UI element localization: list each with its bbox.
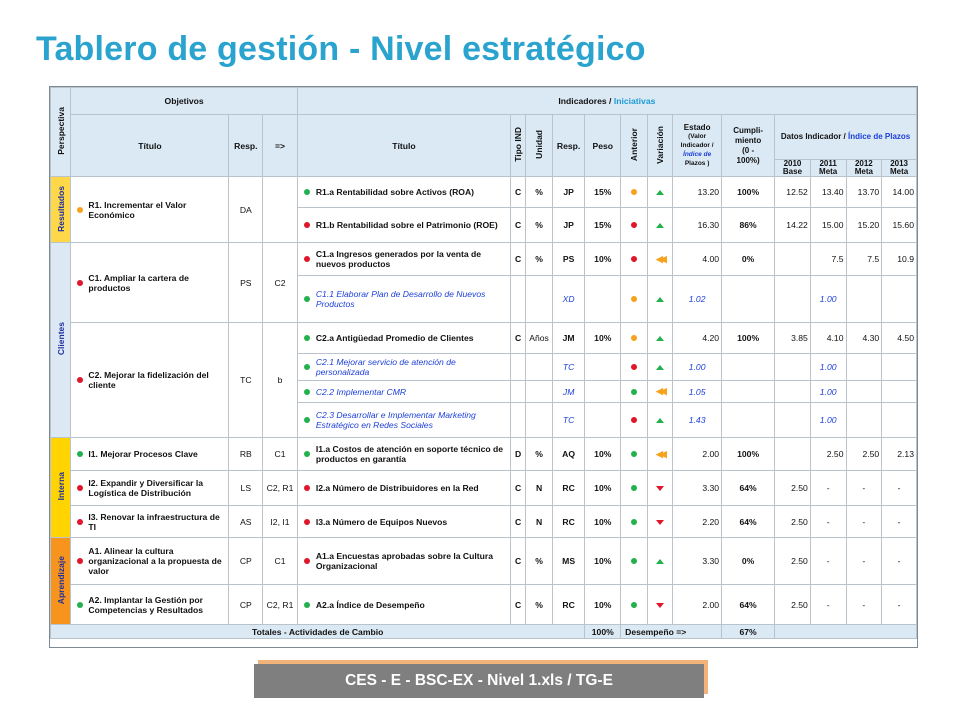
header-titulo: Título bbox=[71, 115, 229, 177]
table-row: C1.1 Elaborar Plan de Desarrollo de Nuevos Productos XD 1.02 1.00 bbox=[51, 276, 917, 323]
table-row: C2.2 Implementar CMR JM ◀◀ 1.05 1.00 bbox=[51, 381, 917, 403]
desempeno-label: Desempeño => bbox=[621, 625, 722, 639]
previous-status-icon bbox=[631, 256, 637, 262]
table-row: C2.3 Desarrollar e Implementar Marketing Estratégico en Redes Sociales TC 1.43 1.00 bbox=[51, 403, 917, 438]
table-row: I2. Expandir y Diversificar la Logística de Distribución LS C2, R1 I2.a Número de Distribuidores en la Red C N RC 10% 3.30 64% 2.50 - - - bbox=[51, 471, 917, 506]
header-estado: Estado (Valor Indicador / Índice de Plazos ) bbox=[673, 115, 722, 177]
header-titulo-indicador: Título bbox=[297, 115, 510, 177]
trend-up-icon bbox=[656, 297, 664, 302]
header-meta-2013: 2013 Meta bbox=[882, 160, 917, 177]
header-arrow: => bbox=[263, 115, 298, 177]
table-row: I3. Renovar la infraestructura de TI AS I2, I1 I3.a Número de Equipos Nuevos C N RC 10% 2.20 64% 2.50 - - - bbox=[51, 506, 917, 538]
previous-status-icon bbox=[631, 222, 637, 228]
trend-down-icon bbox=[656, 486, 664, 491]
status-dot-icon bbox=[304, 602, 310, 608]
header-base: 2010 Base bbox=[775, 160, 811, 177]
status-dot-icon bbox=[304, 389, 310, 395]
status-dot-icon bbox=[304, 485, 310, 491]
status-dot-icon bbox=[304, 335, 310, 341]
trend-up-icon bbox=[656, 223, 664, 228]
header-resp-indicador: Resp. bbox=[552, 115, 585, 177]
header-indicadores: Indicadores / Iniciativas bbox=[297, 88, 916, 115]
indicator-r1b: R1.b Rentabilidad sobre el Patrimonio (ROE) bbox=[297, 208, 510, 243]
perspective-interna: Interna bbox=[51, 438, 71, 538]
status-dot-icon bbox=[304, 189, 310, 195]
perspective-aprendizaje: Aprendizaje bbox=[51, 538, 71, 625]
trend-up-icon bbox=[656, 559, 664, 564]
status-dot-icon bbox=[77, 280, 83, 286]
trend-up-icon bbox=[656, 336, 664, 341]
table-row: C2. Mejorar la fidelización del cliente TC b C2.a Antigüedad Promedio de Clientes C Años JM 10% 4.20 100% 3.85 4.10 4.30 4.50 bbox=[51, 323, 917, 354]
status-dot-icon bbox=[304, 417, 310, 423]
indicator-i3a: I3.a Número de Equipos Nuevos bbox=[297, 506, 510, 538]
status-dot-icon bbox=[304, 222, 310, 228]
totals-row bbox=[51, 625, 917, 639]
scorecard-sheet bbox=[49, 86, 918, 648]
table-row: A2. Implantar la Gestión por Competencias y Resultados CP C2, R1 A2.a Índice de Desempeño C % RC 10% 2.00 64% 2.50 - - - bbox=[51, 585, 917, 625]
status-dot-icon bbox=[304, 364, 310, 370]
status-dot-icon bbox=[77, 602, 83, 608]
file-footer-label: CES - E - BSC-EX - Nivel 1.xls / TG-E bbox=[345, 672, 613, 689]
header-meta-2011: 2011 Meta bbox=[810, 160, 846, 177]
previous-status-icon bbox=[631, 485, 637, 491]
status-dot-icon bbox=[77, 558, 83, 564]
objective-resp: DA bbox=[229, 177, 263, 243]
objective-c1: C1. Ampliar la cartera de productos bbox=[71, 243, 229, 323]
status-dot-icon bbox=[77, 377, 83, 383]
previous-status-icon bbox=[631, 417, 637, 423]
scorecard-table bbox=[50, 87, 917, 639]
previous-status-icon bbox=[631, 189, 637, 195]
header-peso: Peso bbox=[585, 115, 621, 177]
previous-status-icon bbox=[631, 389, 637, 395]
previous-status-icon bbox=[631, 602, 637, 608]
page-title: Tablero de gestión - Nivel estratégico bbox=[36, 30, 646, 68]
status-dot-icon bbox=[304, 256, 310, 262]
initiative-c22: C2.2 Implementar CMR bbox=[297, 381, 510, 403]
status-dot-icon bbox=[77, 519, 83, 525]
trend-left-icon: ◀◀ bbox=[655, 386, 664, 396]
objective-i3: I3. Renovar la infraestructura de TI bbox=[71, 506, 229, 538]
table-row: R1.b Rentabilidad sobre el Patrimonio (ROE) C % JP 15% 16.30 86% 14.22 15.00 15.20 15.60 bbox=[51, 208, 917, 243]
previous-status-icon bbox=[631, 296, 637, 302]
desempeno-value: 67% bbox=[722, 625, 775, 639]
previous-status-icon bbox=[631, 451, 637, 457]
table-row: Aprendizaje A1. Alinear la cultura organizacional a la propuesta de valor CP C1 A1.a Encuestas aprobadas sobre la Cultura Organizacional C % MS 10% 3.30 0% 2.50 - - - bbox=[51, 538, 917, 585]
objective-c2: C2. Mejorar la fidelización del cliente bbox=[71, 323, 229, 438]
trend-left-icon: ◀◀ bbox=[655, 448, 664, 459]
header-tipo: Tipo IND bbox=[511, 115, 526, 177]
trend-up-icon bbox=[656, 418, 664, 423]
table-row: C2.1 Mejorar servicio de atención de personalizada TC 1.00 1.00 bbox=[51, 354, 917, 381]
totals-peso: 100% bbox=[585, 625, 621, 639]
indicator-i1a: I1.a Costos de atención en soporte técnico de productos en garantía bbox=[297, 438, 510, 471]
initiative-c11: C1.1 Elaborar Plan de Desarrollo de Nuevos Productos bbox=[297, 276, 510, 323]
objective-a2: A2. Implantar la Gestión por Competencias y Resultados bbox=[71, 585, 229, 625]
perspective-resultados: Resultados bbox=[51, 177, 71, 243]
header-resp: Resp. bbox=[229, 115, 263, 177]
initiative-c21: C2.1 Mejorar servicio de atención de personalizada bbox=[297, 354, 510, 381]
initiative-c23: C2.3 Desarrollar e Implementar Marketing Estratégico en Redes Sociales bbox=[297, 403, 510, 438]
header-meta-2012: 2012 Meta bbox=[846, 160, 882, 177]
previous-status-icon bbox=[631, 558, 637, 564]
header-variacion: Variación bbox=[647, 115, 673, 177]
trend-down-icon bbox=[656, 603, 664, 608]
status-dot-icon bbox=[77, 485, 83, 491]
trend-up-icon bbox=[656, 190, 664, 195]
table-row: Clientes C1. Ampliar la cartera de productos PS C2 C1.a Ingresos generados por la venta de nuevos productos C % PS 10% ◀◀ 4.00 0% 7.5 7.5 10.9 bbox=[51, 243, 917, 276]
objective-i2: I2. Expandir y Diversificar la Logística de Distribución bbox=[71, 471, 229, 506]
previous-status-icon bbox=[631, 519, 637, 525]
trend-down-icon bbox=[656, 520, 664, 525]
header-objetivos: Objetivos bbox=[71, 88, 297, 115]
objective-i1: I1. Mejorar Procesos Clave bbox=[71, 438, 229, 471]
perspective-clientes: Clientes bbox=[51, 243, 71, 438]
header-datos-indicador: Datos Indicador / Índice de Plazos bbox=[775, 115, 917, 160]
indicator-a1a: A1.a Encuestas aprobadas sobre la Cultura Organizacional bbox=[297, 538, 510, 585]
table-row: Interna I1. Mejorar Procesos Clave RB C1 I1.a Costos de atención en soporte técnico de productos en garantía D % AQ 10% ◀◀ 2.00 100% 2.50 2.50 2.13 bbox=[51, 438, 917, 471]
indicator-c1a: C1.a Ingresos generados por la venta de nuevos productos bbox=[297, 243, 510, 276]
trend-up-icon bbox=[656, 365, 664, 370]
totals-label: Totales - Actividades de Cambio bbox=[51, 625, 585, 639]
indicator-c2a: C2.a Antigüedad Promedio de Clientes bbox=[297, 323, 510, 354]
header-anterior: Anterior bbox=[621, 115, 648, 177]
objective-a1: A1. Alinear la cultura organizacional a la propuesta de valor bbox=[71, 538, 229, 585]
header-perspectiva: Perspectiva bbox=[51, 88, 71, 177]
trend-left-icon: ◀◀ bbox=[655, 253, 664, 264]
indicator-i2a: I2.a Número de Distribuidores en la Red bbox=[297, 471, 510, 506]
previous-status-icon bbox=[631, 335, 637, 341]
header-unidad: Unidad bbox=[526, 115, 553, 177]
status-dot-icon bbox=[304, 451, 310, 457]
status-dot-icon bbox=[304, 558, 310, 564]
objective-link bbox=[263, 177, 298, 243]
indicator-a2a: A2.a Índice de Desempeño bbox=[297, 585, 510, 625]
objective-r1: R1. Incrementar el Valor Económico bbox=[71, 177, 229, 243]
previous-status-icon bbox=[631, 364, 637, 370]
status-dot-icon bbox=[77, 207, 83, 213]
status-dot-icon bbox=[77, 451, 83, 457]
header-cumplimiento: Cumpli- miento (0 - 100%) bbox=[722, 115, 775, 177]
table-row: Resultados R1. Incrementar el Valor Económico DA R1.a Rentabilidad sobre Activos (ROA) C % JP 15% 13.20 100% 12.52 13.40 13.70 14.00 bbox=[51, 177, 917, 208]
status-dot-icon bbox=[304, 296, 310, 302]
indicator-r1a: R1.a Rentabilidad sobre Activos (ROA) bbox=[297, 177, 510, 208]
status-dot-icon bbox=[304, 519, 310, 525]
file-footer bbox=[254, 664, 704, 698]
